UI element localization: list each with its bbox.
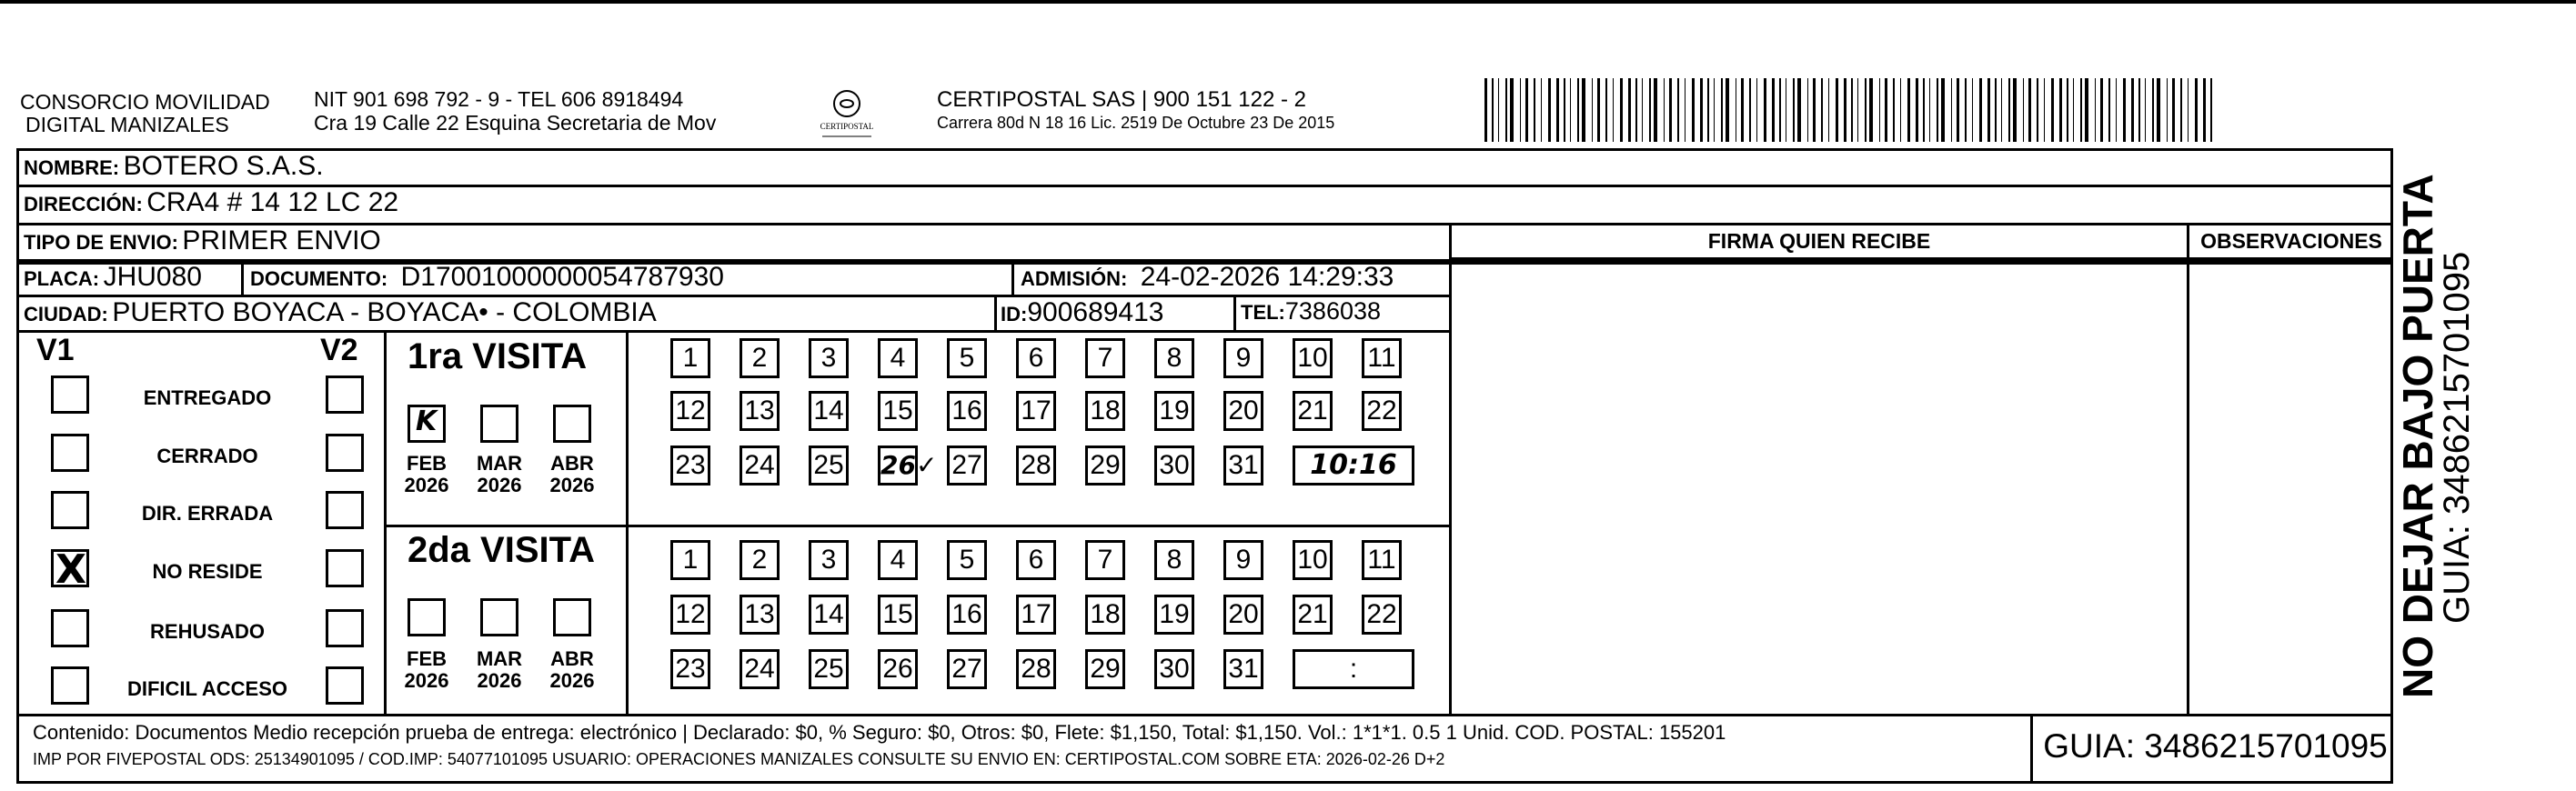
day-cell[interactable]: 18 (1085, 391, 1125, 431)
day-cell[interactable]: 1 (670, 338, 710, 378)
month-year: 2026 (404, 669, 449, 692)
day-cell[interactable]: 31 (1223, 649, 1263, 689)
courier-line-1: CERTIPOSTAL SAS | 900 151 122 - 2 (937, 87, 1306, 112)
direccion-row (24, 187, 398, 218)
day-mark: 26✓ (880, 450, 938, 480)
month-year: 2026 (404, 474, 449, 496)
v2-checkbox[interactable] (326, 549, 364, 587)
month-label (545, 648, 599, 692)
day-cell[interactable]: 9 (1223, 540, 1263, 580)
day-cell[interactable]: 7 (1085, 338, 1125, 378)
x-mark: X (55, 546, 86, 593)
placa-label: PLACA: (24, 267, 100, 290)
day-cell[interactable]: 30 (1154, 446, 1194, 486)
imp-text: IMP POR FIVEPOSTAL ODS: 25134901095 / COD.IMP: 54077101095 USUARIO: OPERACIONES MANIZALES CONSULTE SU ENVIO EN: CERTIPOSTAL.COM SOBRE ETA: 2026-02-26 D+2 (33, 750, 1445, 768)
placa-value: JHU080 (103, 262, 202, 292)
day-cell[interactable]: 5 (947, 540, 987, 580)
visit-time: 10:16 (1310, 449, 1397, 481)
side-guia: GUIA: 3486215701095 (2437, 251, 2477, 624)
barcode (1484, 78, 2212, 142)
courier-line-2: Carrera 80d N 18 16 Lic. 2519 De Octubre 23 De 2015 (937, 114, 1335, 132)
day-cell[interactable]: 24 (740, 446, 780, 486)
day-cell[interactable]: 2 (740, 540, 780, 580)
day-cell[interactable]: 16 (947, 391, 987, 431)
company-nit (314, 87, 716, 135)
ciudad-value: PUERTO BOYACA - BOYACA• - COLOMBIA (112, 297, 657, 327)
v1-checkbox[interactable] (51, 609, 89, 647)
v2-checkbox[interactable] (326, 491, 364, 529)
status-label: NO RESIDE (152, 560, 263, 583)
day-cell[interactable]: 28 (1016, 649, 1056, 689)
time-box[interactable] (1293, 649, 1414, 689)
day-cell[interactable]: 13 (740, 391, 780, 431)
logo-text: CERTIPOSTAL (820, 122, 874, 131)
tel-value: 7386038 (1284, 297, 1382, 325)
month-label (472, 453, 527, 496)
v2-checkbox[interactable] (326, 666, 364, 705)
v1-checkbox[interactable] (51, 375, 89, 414)
month-checkbox[interactable] (408, 598, 446, 636)
courier-info (937, 87, 1334, 133)
v2-label: V2 (320, 333, 358, 367)
day-cell[interactable]: 19 (1154, 595, 1194, 635)
month-year: 2026 (549, 474, 595, 496)
day-cell[interactable]: 20 (1223, 595, 1263, 635)
company-line-2: DIGITAL MANIZALES (25, 113, 229, 136)
v1-checkbox[interactable] (51, 434, 89, 472)
day-cell[interactable]: 1 (670, 540, 710, 580)
day-cell[interactable]: 11 (1362, 540, 1402, 580)
ciudad-label: CIUDAD: (24, 303, 108, 325)
company-name (20, 91, 270, 136)
day-cell[interactable]: 21 (1293, 595, 1333, 635)
month-label (545, 453, 599, 496)
month-name: FEB (407, 647, 447, 670)
day-cell[interactable]: 22 (1362, 391, 1402, 431)
v2-checkbox[interactable] (326, 609, 364, 647)
tipo-value: PRIMER ENVIO (182, 225, 381, 255)
second-visit-title: 2da VISITA (408, 530, 595, 570)
month-label (399, 648, 454, 692)
direccion-value: CRA4 # 14 12 LC 22 (146, 187, 399, 217)
day-cell[interactable]: 24 (740, 649, 780, 689)
month-mark: K (416, 406, 438, 437)
month-name: ABR (550, 647, 594, 670)
day-cell[interactable]: 9 (1223, 338, 1263, 378)
day-cell[interactable]: 5 (947, 338, 987, 378)
firma-header: FIRMA QUIEN RECIBE (1707, 229, 1931, 253)
status-label: REHUSADO (150, 620, 265, 643)
month-checkbox[interactable] (553, 598, 591, 636)
day-cell[interactable]: 14 (809, 391, 849, 431)
day-cell[interactable]: 27 (947, 446, 987, 486)
id-value: 900689413 (1027, 297, 1164, 327)
day-cell[interactable]: 20 (1223, 391, 1263, 431)
day-cell[interactable]: 4 (878, 338, 918, 378)
v2-checkbox[interactable] (326, 375, 364, 414)
month-checkbox[interactable] (408, 405, 446, 443)
day-cell[interactable]: 17 (1016, 595, 1056, 635)
day-cell[interactable]: 12 (670, 595, 710, 635)
day-cell[interactable]: 10 (1293, 338, 1333, 378)
visit-time: : (1349, 654, 1358, 684)
day-cell[interactable]: 13 (740, 595, 780, 635)
month-name: MAR (476, 452, 523, 475)
month-name: ABR (550, 452, 594, 475)
day-cell[interactable]: 29 (1085, 649, 1125, 689)
day-cell[interactable]: 17 (1016, 391, 1056, 431)
day-cell[interactable]: 8 (1154, 338, 1194, 378)
day-cell[interactable]: 25 (809, 446, 849, 486)
time-box[interactable] (1293, 446, 1414, 486)
day-cell[interactable]: 26 (878, 649, 918, 689)
v2-checkbox[interactable] (326, 434, 364, 472)
day-cell[interactable] (878, 446, 938, 486)
day-cell[interactable]: 8 (1154, 540, 1194, 580)
month-checkbox[interactable] (480, 405, 518, 443)
day-cell[interactable]: 27 (947, 649, 987, 689)
month-year: 2026 (549, 669, 595, 692)
admision-label: ADMISIÓN: (1021, 267, 1128, 290)
day-cell[interactable]: 31 (1223, 446, 1263, 486)
day-cell[interactable]: 23 (670, 649, 710, 689)
documento-cell (250, 262, 724, 293)
v1-checkbox[interactable] (51, 666, 89, 705)
day-cell[interactable]: 23 (670, 446, 710, 486)
day-cell[interactable]: 7 (1085, 540, 1125, 580)
signature-area[interactable] (1452, 264, 2187, 714)
day-cell[interactable]: 28 (1016, 446, 1056, 486)
day-cell[interactable]: 11 (1362, 338, 1402, 378)
ciudad-cell (24, 297, 657, 328)
admision-value: 24-02-2026 14:29:33 (1140, 262, 1394, 292)
day-cell[interactable]: 12 (670, 391, 710, 431)
documento-value: D17001000000054787930 (400, 262, 724, 292)
month-checkbox[interactable] (553, 405, 591, 443)
id-cell (1001, 297, 1164, 328)
certipostal-logo (815, 87, 879, 144)
tipo-label: TIPO DE ENVIO: (24, 231, 178, 254)
id-label: ID: (1001, 303, 1028, 325)
day-cell[interactable]: 15 (878, 391, 918, 431)
nit-line-2: Cra 19 Calle 22 Esquina Secretaria de Mov (314, 111, 717, 135)
contenido-text: Contenido: Documentos Medio recepción prueba de entrega: electrónico | Declarado: $0, % Seguro: $0, Otros: $0, Flete: $1,150, Total: $1,150. Vol.: 1*1*1. 0.5 1 Unid. COD. POSTAL: 155201 (33, 721, 1726, 744)
day-cell[interactable]: 25 (809, 649, 849, 689)
side-warning: NO DEJAR BAJO PUERTA (2394, 174, 2441, 698)
top-border (0, 0, 2576, 4)
v1-checkbox[interactable] (51, 491, 89, 529)
tipo-row (24, 225, 381, 256)
month-year: 2026 (477, 474, 522, 496)
day-cell[interactable]: 30 (1154, 649, 1194, 689)
day-cell[interactable]: 3 (809, 540, 849, 580)
footer-guia: GUIA: 3486215701095 (2043, 727, 2388, 765)
nombre-label: NOMBRE: (24, 156, 120, 179)
status-label: CERRADO (156, 445, 258, 467)
day-cell[interactable]: 19 (1154, 391, 1194, 431)
day-cell[interactable]: 15 (878, 595, 918, 635)
v1-label: V1 (36, 333, 75, 367)
day-cell[interactable]: 2 (740, 338, 780, 378)
status-label: DIFICIL ACCESO (126, 677, 287, 700)
nit-line-1: NIT 901 698 792 - 9 - TEL 606 8918494 (314, 87, 684, 111)
status-label: ENTREGADO (143, 386, 272, 409)
direccion-label: DIRECCIÓN: (24, 193, 143, 215)
first-visit-title: 1ra VISITA (408, 336, 588, 376)
month-checkbox[interactable] (480, 598, 518, 636)
status-label: DIR. ERRADA (141, 502, 274, 525)
day-cell[interactable]: 3 (809, 338, 849, 378)
month-name: FEB (407, 452, 447, 475)
tel-cell (1241, 297, 1381, 325)
day-cell[interactable]: 22 (1362, 595, 1402, 635)
tel-label: TEL: (1241, 301, 1285, 324)
day-cell[interactable]: 21 (1293, 391, 1333, 431)
day-cell[interactable]: 6 (1016, 540, 1056, 580)
observaciones-area[interactable] (2189, 264, 2393, 714)
day-cell[interactable]: 16 (947, 595, 987, 635)
nombre-row (24, 151, 324, 182)
month-label (399, 453, 454, 496)
day-cell[interactable]: 29 (1085, 446, 1125, 486)
day-cell[interactable]: 4 (878, 540, 918, 580)
nombre-value: BOTERO S.A.S. (123, 151, 324, 181)
day-cell[interactable]: 6 (1016, 338, 1056, 378)
day-cell[interactable]: 14 (809, 595, 849, 635)
day-cell[interactable]: 10 (1293, 540, 1333, 580)
month-label (472, 648, 527, 692)
month-year: 2026 (477, 669, 522, 692)
day-cell[interactable]: 18 (1085, 595, 1125, 635)
month-name: MAR (476, 647, 523, 670)
v1-checkbox[interactable] (51, 546, 89, 593)
admision-cell (1021, 262, 1394, 293)
placa-cell (24, 262, 202, 293)
observaciones-header: OBSERVACIONES (2200, 229, 2382, 253)
company-line-1: CONSORCIO MOVILIDAD (20, 90, 270, 114)
documento-label: DOCUMENTO: (250, 267, 388, 290)
